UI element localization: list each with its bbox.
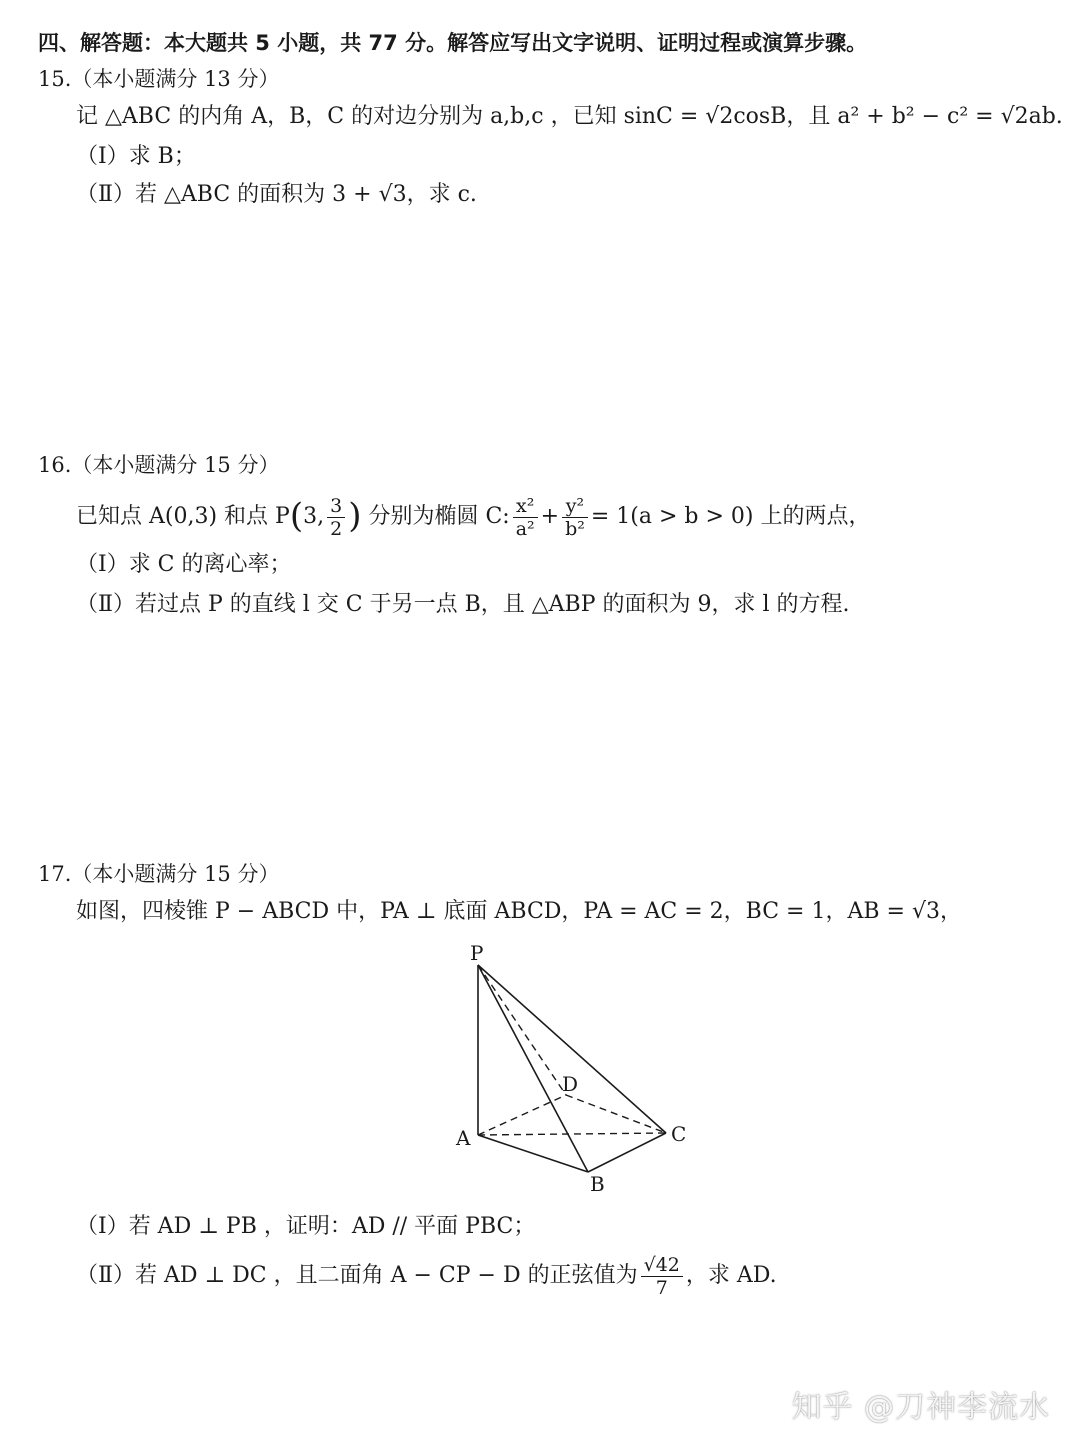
q16-y-num: y² bbox=[562, 495, 588, 518]
q16-x-den: a² bbox=[515, 517, 535, 540]
q17-sine-den: 7 bbox=[655, 1276, 668, 1299]
edge-PD-hidden bbox=[478, 965, 566, 1095]
q16-point-close: ) bbox=[348, 496, 362, 536]
q17-part2 bbox=[76, 1252, 777, 1300]
q17-sine-num: √42 bbox=[641, 1254, 683, 1277]
label-D: D bbox=[562, 1072, 579, 1096]
q15-part1: （Ⅰ）求 B； bbox=[76, 144, 196, 169]
q17-header: 17.（本小题满分 15 分） bbox=[38, 862, 280, 886]
q17-part2-before: （Ⅱ）若 AD ⊥ DC ，且二面角 A − CP − D 的正弦值为 bbox=[76, 1263, 638, 1288]
q16-stem-before: 已知点 A(0,3) 和点 P bbox=[76, 504, 290, 529]
q17-part1: （Ⅰ）若 AD ⊥ PB ，证明：AD // 平面 PBC； bbox=[76, 1214, 536, 1239]
label-B: B bbox=[590, 1172, 605, 1196]
q16-stem-after: = 1(a > b > 0) 上的两点， bbox=[590, 504, 871, 529]
q16-point-y-den: 2 bbox=[330, 517, 343, 540]
q17-stem: 如图，四棱锥 P − ABCD 中，PA ⊥ 底面 ABCD，PA = AC = 2，BC = 1，AB = √3， bbox=[76, 899, 962, 924]
q16-point-open: ( bbox=[289, 496, 304, 536]
edge-DC-hidden bbox=[566, 1095, 666, 1133]
watermark: 知乎 @刀神李流水 bbox=[791, 1390, 1050, 1425]
q15-part2: （Ⅱ）若 △ABC 的面积为 3 + √3，求 c. bbox=[76, 182, 477, 207]
q16-stem-middle: 分别为椭圆 C: bbox=[361, 504, 510, 529]
q16-stem bbox=[76, 492, 870, 541]
q15-header: 15.（本小题满分 13 分） bbox=[38, 67, 280, 91]
q16-y-fraction bbox=[562, 495, 588, 540]
edge-BC bbox=[588, 1133, 666, 1172]
label-P: P bbox=[470, 941, 484, 965]
q16-x-fraction bbox=[513, 495, 538, 540]
q17-sine-fraction bbox=[641, 1254, 683, 1299]
q16-x-num: x² bbox=[513, 495, 538, 518]
edge-AD-hidden bbox=[478, 1095, 566, 1135]
edge-AC-hidden bbox=[478, 1133, 666, 1135]
q16-plus: + bbox=[540, 504, 560, 529]
pyramid-figure bbox=[430, 935, 710, 1200]
q16-point-y-num: 3 bbox=[327, 495, 345, 518]
label-C: C bbox=[671, 1122, 687, 1146]
edge-PC bbox=[478, 965, 666, 1133]
q16-part2: （Ⅱ）若过点 P 的直线 l 交 C 于另一点 B，且 △ABP 的面积为 9，求 l 的方程. bbox=[76, 592, 850, 617]
section-heading: 四、解答题：本大题共 5 小题，共 77 分。解答应写出文字说明、证明过程或演算步骤。 bbox=[38, 31, 868, 55]
q16-point-y-fraction bbox=[327, 495, 345, 540]
q16-header: 16.（本小题满分 15 分） bbox=[38, 453, 280, 477]
q15-stem: 记 △ABC 的内角 A，B，C 的对边分别为 a,b,c ，已知 sinC = √2cosB，且 a² + b² − c² = √2ab. bbox=[76, 104, 1063, 129]
label-A: A bbox=[456, 1126, 471, 1150]
q16-point-x: 3, bbox=[303, 504, 325, 529]
q17-part2-after: ，求 AD. bbox=[685, 1263, 777, 1288]
q16-part1: （Ⅰ）求 C 的离心率； bbox=[76, 552, 292, 577]
q16-y-den: b² bbox=[565, 517, 585, 540]
